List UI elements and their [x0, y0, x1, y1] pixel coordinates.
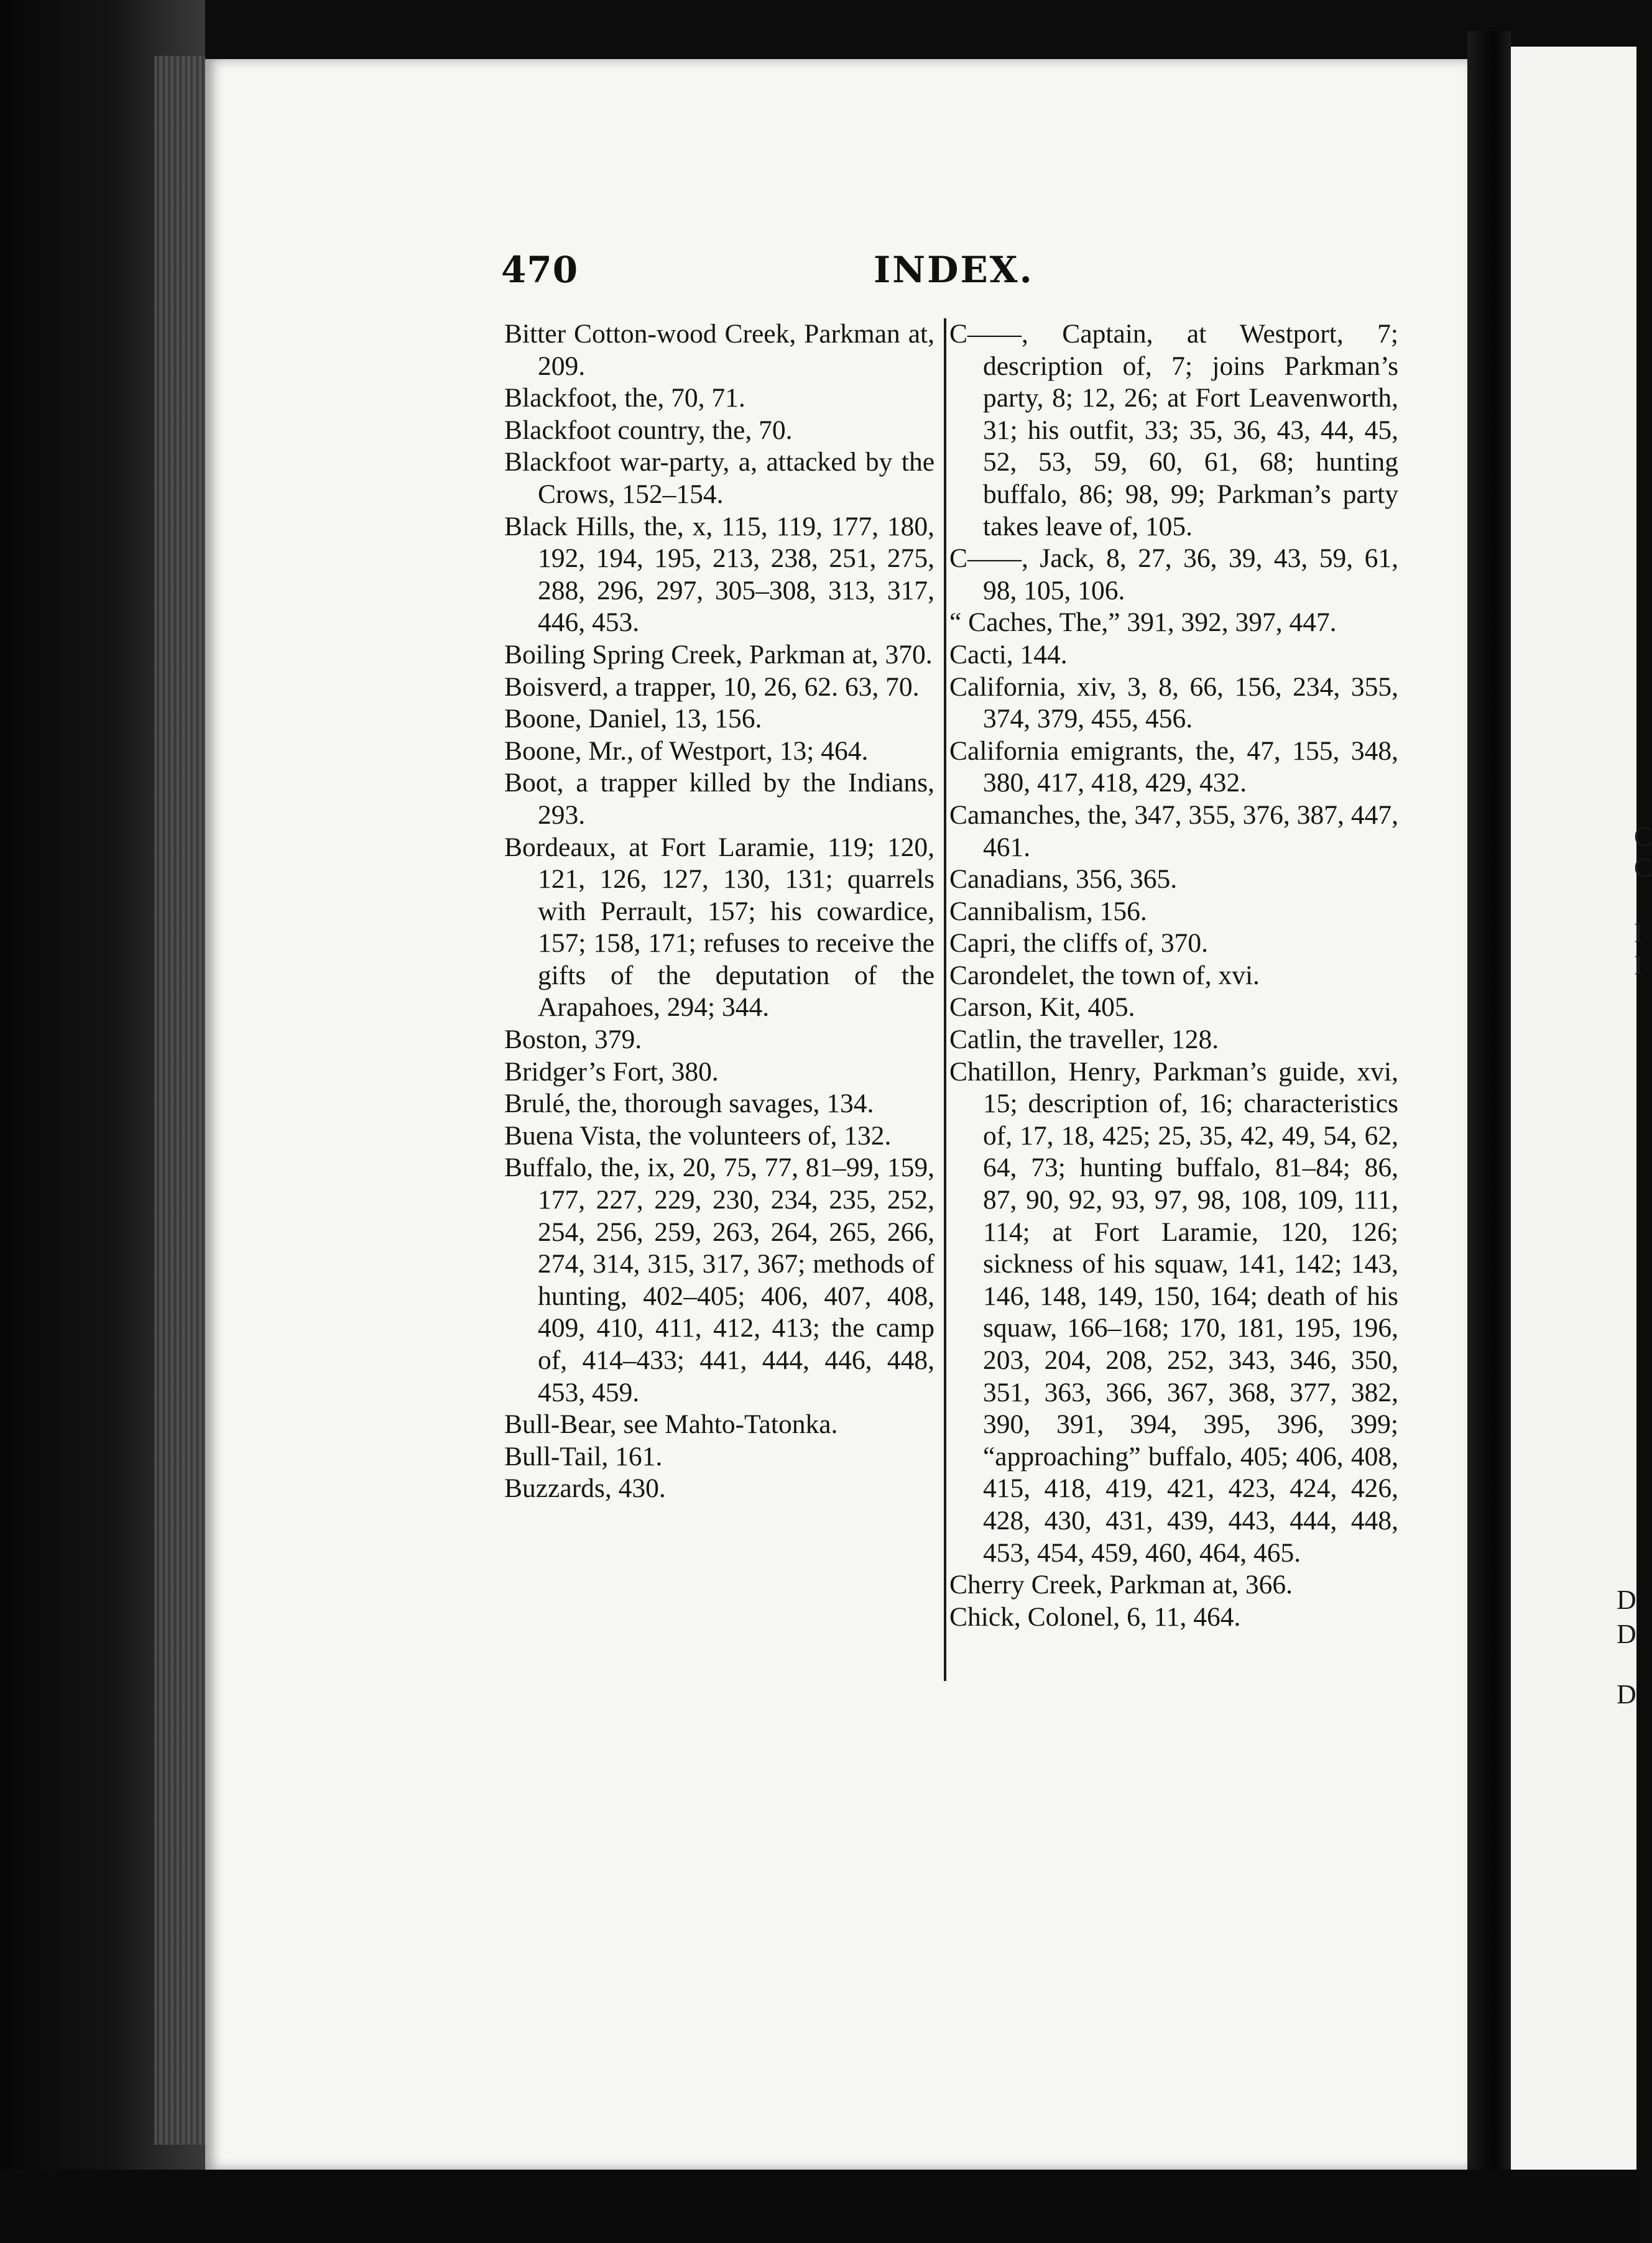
index-entry: Blackfoot war-party, a, attacked by the Crows, 152–154.	[504, 447, 934, 509]
scan-bottom-edge	[0, 2170, 1636, 2243]
index-entry: Boone, Mr., of Westport, 13; 464.	[504, 735, 869, 766]
index-entry: “ Caches, The,” 391, 392, 397, 447.	[949, 607, 1337, 638]
index-entry: C——, Jack, 8, 27, 36, 39, 43, 59, 61, 98, 105, 106.	[949, 543, 1398, 606]
index-entry: Chick, Colonel, 6, 11, 464.	[949, 1601, 1241, 1632]
index-entry: Bordeaux, at Fort Laramie, 119; 120, 121, 126, 127, 130, 131; quarrels with Perrault, 157; his cowardice, 157; 158, 171; refuses to receive the gifts of the deputation of the Arapahoes, 294; 344.	[504, 832, 934, 1023]
facing-page-letter: D	[1617, 1585, 1636, 1615]
book-gutter	[1467, 31, 1511, 2207]
index-entry: Boisverd, a trapper, 10, 26, 62. 63, 70.	[504, 671, 920, 702]
index-entry: Blackfoot country, the, 70.	[504, 415, 793, 445]
index-entry: Buzzards, 430.	[504, 1473, 666, 1504]
index-entry: Boot, a trapper killed by the Indians, 293.	[504, 768, 934, 830]
facing-page-letter: I	[1634, 950, 1643, 980]
index-entry: Camanches, the, 347, 355, 376, 387, 447, 461.	[949, 799, 1398, 862]
index-entry: C——, Captain, at Westport, 7; description of, 7; joins Parkman’s party, 8; 12, 26; at Fort Leavenworth, 31; his outfit, 33; 35, 36, 43, 44, 45, 52, 53, 59, 60, 61, 68; hunting buffalo, 86; 98, 99; Parkman’s party takes leave of, 105.	[949, 319, 1398, 541]
facing-page-letter: I	[1634, 918, 1643, 948]
index-entry: Bridger’s Fort, 380.	[504, 1056, 719, 1087]
index-entry: California, xiv, 3, 8, 66, 156, 234, 355, 374, 379, 455, 456.	[949, 671, 1398, 734]
page-stack-edge	[154, 56, 205, 2145]
index-entry: Catlin, the traveller, 128.	[949, 1025, 1219, 1055]
index-entry: Black Hills, the, x, 115, 119, 177, 180, 192, 194, 195, 213, 238, 251, 275, 288, 296, 297, 305–308, 313, 317, 446, 453.	[504, 511, 934, 638]
index-entry: Cacti, 144.	[949, 639, 1068, 670]
index-entry: Canadians, 356, 365.	[949, 864, 1178, 895]
index-entry: Boiling Spring Creek, Parkman at, 370.	[504, 639, 933, 670]
index-entry: Bull-Bear, see Mahto-Tatonka.	[504, 1409, 838, 1440]
facing-page-letter: C	[1634, 852, 1652, 883]
page-number: 470	[501, 249, 579, 291]
index-entry: Capri, the cliffs of, 370.	[949, 928, 1208, 959]
index-entry: Bitter Cotton-wood Creek, Parkman at, 209.	[504, 319, 934, 381]
index-column-right	[949, 318, 1398, 1633]
index-entry: Buena Vista, the volunteers of, 132.	[504, 1120, 892, 1151]
column-rule	[944, 318, 946, 1681]
index-entry: Boston, 379.	[504, 1025, 642, 1055]
index-entry: Blackfoot, the, 70, 71.	[504, 383, 745, 413]
index-entry: Bull-Tail, 161.	[504, 1441, 663, 1472]
index-entry: Cherry Creek, Parkman at, 366.	[949, 1570, 1293, 1600]
index-entry: California emigrants, the, 47, 155, 348, 380, 417, 418, 429, 432.	[949, 735, 1398, 798]
index-entry: Cannibalism, 156.	[949, 896, 1147, 926]
index-entry: Carson, Kit, 405.	[949, 992, 1135, 1023]
index-entry: Brulé, the, thorough savages, 134.	[504, 1089, 874, 1119]
running-head: INDEX.	[874, 249, 1034, 291]
index-entry: Buffalo, the, ix, 20, 75, 77, 81–99, 159, 177, 227, 229, 230, 234, 235, 252, 254, 256, 259, 263, 264, 265, 266, 274, 314, 315, 317, 367; methods of hunting, 402–405; 406, 407, 408, 409, 410, 411, 412, 413; the camp of, 414–433; 441, 444, 446, 448, 453, 459.	[504, 1153, 934, 1407]
facing-page-letter: D	[1617, 1619, 1636, 1649]
facing-page-letter: D	[1617, 1679, 1636, 1710]
facing-page-letter: C	[1634, 821, 1652, 852]
index-entry: Boone, Daniel, 13, 156.	[504, 704, 762, 734]
index-entry: Chatillon, Henry, Parkman’s guide, xvi, 15; description of, 16; characteristics of, 17, 18, 425; 25, 35, 42, 49, 54, 62, 64, 73; hunting buffalo, 81–84; 86, 87, 90, 92, 93, 97, 98, 108, 109, 111, 114; at Fort Laramie, 120, 126; sickness of his squaw, 141, 142; 143, 146, 148, 149, 150, 164; death of his squaw, 166–168; 170, 181, 195, 196, 203, 204, 208, 252, 343, 346, 350, 351, 363, 366, 367, 368, 377, 382, 390, 391, 394, 395, 396, 399; “approaching” buffalo, 405; 406, 408, 415, 418, 419, 421, 423, 424, 426, 428, 430, 431, 439, 443, 444, 448, 453, 454, 459, 460, 464, 465.	[949, 1056, 1398, 1568]
index-entry: Carondelet, the town of, xvi.	[949, 960, 1260, 990]
index-column-left	[504, 318, 934, 1505]
facing-page-edge	[1511, 47, 1636, 2179]
